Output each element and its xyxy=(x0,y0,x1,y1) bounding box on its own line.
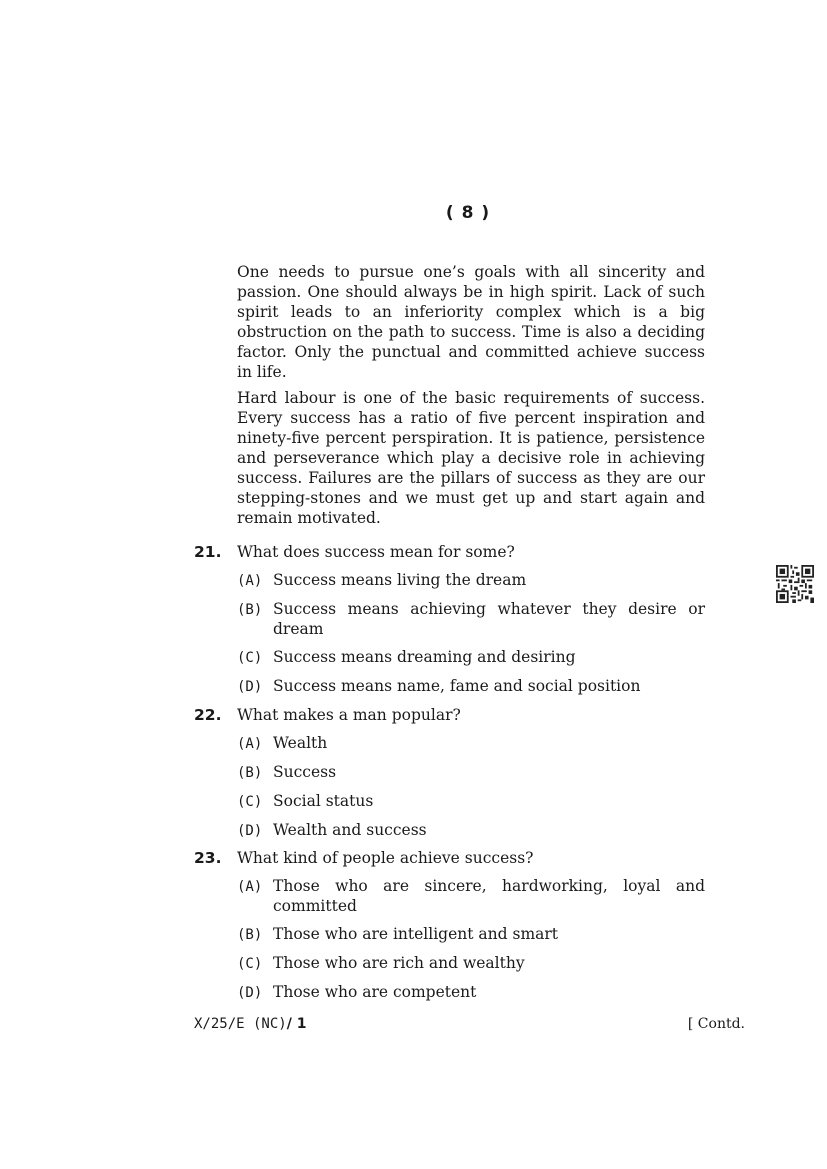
option-text: Wealth xyxy=(273,734,328,752)
option-text: Success xyxy=(273,763,337,781)
option-b[interactable] xyxy=(237,762,705,783)
option-letter: (B) xyxy=(237,602,263,618)
question-23 xyxy=(194,848,705,1003)
options-list xyxy=(237,876,705,1003)
option-text: Success means achieving whatever they desire or dream xyxy=(273,600,705,638)
option-c[interactable] xyxy=(237,647,705,668)
option-text: Those who are competent xyxy=(273,983,477,1001)
paper-code xyxy=(194,1016,306,1032)
option-letter: (D) xyxy=(237,823,263,839)
option-letter: (C) xyxy=(237,650,263,666)
option-a[interactable] xyxy=(237,733,705,754)
option-letter: (A) xyxy=(237,736,263,752)
option-text: Success means name, fame and social position xyxy=(273,677,641,695)
passage-paragraph-1: One needs to pursue one’s goals with all sincerity and passion. One should always be in high spirit. Lack of such spirit leads to an inferiority complex which is a big obstruction on the path to success. Time is also a deciding factor. Only the punctual and committed achieve success in life. xyxy=(237,263,705,381)
reading-passage xyxy=(237,262,705,534)
question-number: 23. xyxy=(194,849,222,867)
question-text: What does success mean for some? xyxy=(237,543,515,561)
option-c[interactable] xyxy=(237,953,705,974)
option-a[interactable] xyxy=(237,570,705,591)
option-text: Social status xyxy=(273,792,374,810)
option-d[interactable] xyxy=(237,982,705,1003)
option-letter: (D) xyxy=(237,679,263,695)
option-d[interactable] xyxy=(237,676,705,697)
option-b[interactable] xyxy=(237,599,705,639)
option-letter: (C) xyxy=(237,794,263,810)
paper-set: / 1 xyxy=(286,1016,307,1032)
question-22 xyxy=(194,705,705,841)
option-c[interactable] xyxy=(237,791,705,812)
option-d[interactable] xyxy=(237,820,705,841)
option-b[interactable] xyxy=(237,924,705,945)
options-list xyxy=(237,570,705,697)
continued-marker: [ Contd. xyxy=(687,1016,745,1032)
option-text: Success means living the dream xyxy=(273,571,527,589)
passage-paragraph-2: Hard labour is one of the basic requirements of success. Every success has a ratio of five percent inspiration and ninety-five percent perspiration. It is patience, persistence and perseverance which play a decisive role in achieving success. Failures are the pillars of success as they are our stepping-stones and we must get up and start again and remain motivated. xyxy=(237,389,705,527)
option-text: Success means dreaming and desiring xyxy=(273,648,576,666)
option-text: Those who are sincere, hardworking, loyal and committed xyxy=(273,877,705,915)
page-number: ( 8 ) xyxy=(445,203,491,223)
question-text: What kind of people achieve success? xyxy=(237,849,534,867)
option-text: Wealth and success xyxy=(273,821,427,839)
option-letter: (B) xyxy=(237,927,263,943)
option-letter: (A) xyxy=(237,879,263,895)
option-a[interactable] xyxy=(237,876,705,916)
option-letter: (A) xyxy=(237,573,263,589)
paper-code-text: X/25/E (NC) xyxy=(194,1016,287,1032)
option-letter: (B) xyxy=(237,765,263,781)
question-number: 21. xyxy=(194,543,222,561)
question-number: 22. xyxy=(194,706,222,724)
option-letter: (C) xyxy=(237,956,263,972)
question-21 xyxy=(194,542,705,697)
option-text: Those who are rich and wealthy xyxy=(273,954,525,972)
options-list xyxy=(237,733,705,841)
qr-code-icon xyxy=(776,565,814,603)
question-text: What makes a man popular? xyxy=(237,706,461,724)
option-text: Those who are intelligent and smart xyxy=(273,925,559,943)
option-letter: (D) xyxy=(237,985,263,1001)
